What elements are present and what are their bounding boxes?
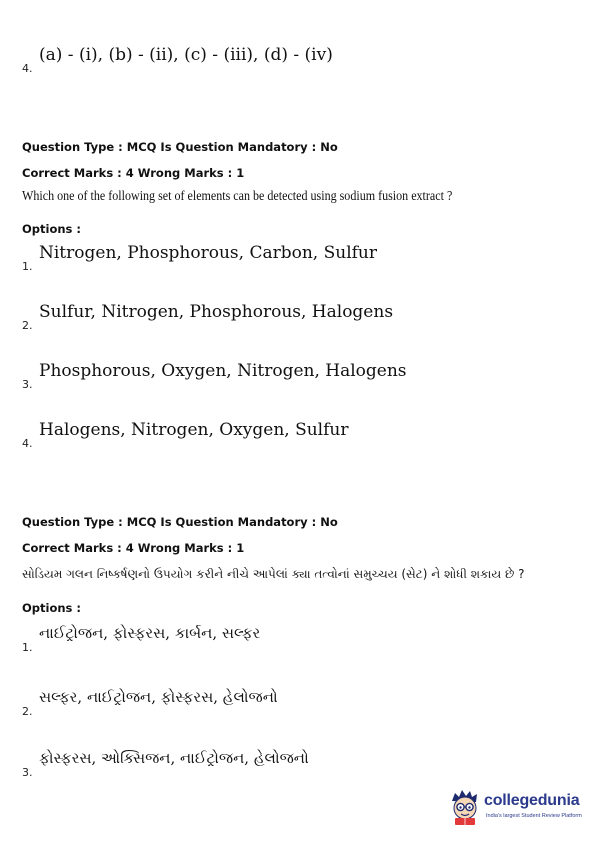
q1-option-4[interactable] (22, 420, 562, 450)
prev-option-4[interactable] (22, 45, 562, 75)
q2-marks-line: Correct Marks : 4 Wrong Marks : 1 (22, 541, 245, 555)
mascot-icon (446, 787, 484, 827)
option-number: 3. (22, 766, 33, 779)
option-text: નાઈટ્રોજન, ફોસ્ફરસ, કાર્બન, સલ્ફર (39, 624, 261, 642)
option-text: Phosphorous, Oxygen, Nitrogen, Halogens (39, 361, 407, 381)
q1-option-1[interactable] (22, 243, 562, 273)
q2-option-3[interactable] (22, 749, 562, 779)
q1-options-label: Options : (22, 222, 81, 236)
option-text: Sulfur, Nitrogen, Phosphorous, Halogens (39, 302, 394, 322)
option-number: 2. (22, 705, 33, 718)
q2-option-2[interactable] (22, 688, 562, 718)
q2-type-line: Question Type : MCQ Is Question Mandatory : No (22, 515, 338, 529)
option-text: સલ્ફર, નાઈટ્રોજન, ફોસ્ફરસ, હેલોજનો (39, 688, 278, 706)
q2-options-label: Options : (22, 601, 81, 615)
option-text: ફોસ્ફરસ, ઓક્સિજન, નાઈટ્રોજન, હેલોજનો (39, 749, 309, 767)
option-number: 4. (22, 62, 33, 75)
option-text: (a) - (i), (b) - (ii), (c) - (iii), (d) - (iv) (39, 45, 333, 65)
q1-question-text: Which one of the following set of elements can be detected using sodium fusion extract ? (22, 189, 453, 204)
option-number: 4. (22, 437, 33, 450)
q1-type-line: Question Type : MCQ Is Question Mandatory : No (22, 140, 338, 154)
option-number: 1. (22, 641, 33, 654)
option-number: 1. (22, 260, 33, 273)
brand-name: collegedunia (484, 792, 580, 809)
q1-marks-line: Correct Marks : 4 Wrong Marks : 1 (22, 166, 245, 180)
option-number: 3. (22, 378, 33, 391)
q2-option-1[interactable] (22, 624, 562, 654)
q1-option-2[interactable] (22, 302, 562, 332)
option-text: Halogens, Nitrogen, Oxygen, Sulfur (39, 420, 349, 440)
q1-option-3[interactable] (22, 361, 562, 391)
collegedunia-logo[interactable] (446, 787, 586, 831)
option-text: Nitrogen, Phosphorous, Carbon, Sulfur (39, 243, 377, 263)
brand-tagline: India's largest Student Review Platform (486, 813, 582, 819)
q2-question-text: સોડિયમ ગલન નિષ્કર્ષણનો ઉપયોગ કરીને નીચે આપેલાં ક્યા તત્વોનાં સમુચ્ચય (સેટ) ને શોધી શકાય છે ? (22, 567, 525, 581)
option-number: 2. (22, 319, 33, 332)
